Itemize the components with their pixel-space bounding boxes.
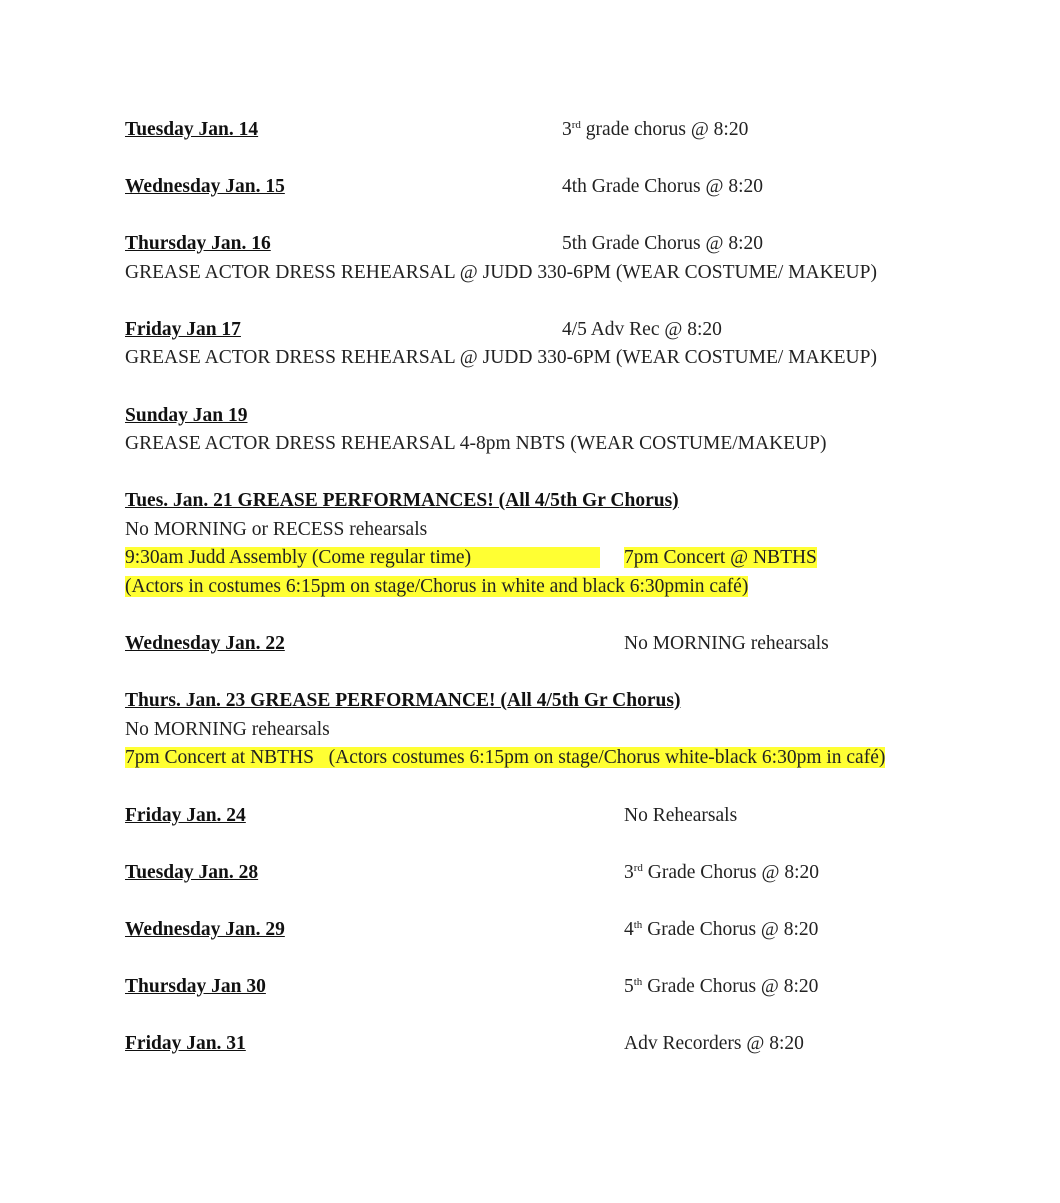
- assembly-jan-21: [125, 545, 600, 571]
- event-jan-14: [562, 117, 748, 143]
- date-jan-19: Sunday Jan 19: [125, 405, 248, 426]
- note-jan-19: GREASE ACTOR DRESS REHEARSAL 4-8pm NBTS (WEAR COSTUME/MAKEUP): [125, 433, 827, 454]
- note-jan-21: No MORNING or RECESS rehearsals: [125, 519, 428, 540]
- date-jan-17: Friday Jan 17: [125, 319, 241, 340]
- date-jan-15: Wednesday Jan. 15: [125, 176, 285, 197]
- event-jan-22: No MORNING rehearsals: [624, 633, 829, 654]
- event-jan-30: [624, 974, 818, 1000]
- event-jan-30-grade: 5: [624, 976, 634, 997]
- event-jan-24: No Rehearsals: [624, 805, 738, 826]
- event-jan-15: 4th Grade Chorus @ 8:20: [562, 176, 764, 197]
- event-jan-31: Adv Recorders @ 8:20: [624, 1033, 804, 1054]
- date-jan-29: Wednesday Jan. 29: [125, 919, 285, 940]
- event-jan-28-grade: 3: [624, 862, 634, 883]
- call-jan-21: [125, 574, 748, 600]
- concert-jan-21-text: 7pm Concert @ NBTHS: [624, 547, 817, 568]
- event-jan-30-text: Grade Chorus @ 8:20: [642, 976, 819, 997]
- note-jan-23: No MORNING rehearsals: [125, 719, 330, 740]
- concert-jan-21: [624, 545, 817, 571]
- concert-jan-23: [125, 745, 885, 771]
- date-jan-22: Wednesday Jan. 22: [125, 633, 285, 654]
- date-jan-16: Thursday Jan. 16: [125, 233, 271, 254]
- date-jan-30: Thursday Jan 30: [125, 976, 266, 997]
- date-jan-28: Tuesday Jan. 28: [125, 862, 259, 883]
- date-jan-14: Tuesday Jan. 14: [125, 119, 259, 140]
- note-jan-16: GREASE ACTOR DRESS REHEARSAL @ JUDD 330-6PM (WEAR COSTUME/ MAKEUP): [125, 262, 877, 283]
- date-jan-24: Friday Jan. 24: [125, 805, 246, 826]
- event-jan-16: 5th Grade Chorus @ 8:20: [562, 233, 764, 254]
- date-jan-21: Tues. Jan. 21 GREASE PERFORMANCES! (All 4/5th Gr Chorus): [125, 490, 679, 511]
- date-jan-23: Thurs. Jan. 23 GREASE PERFORMANCE! (All 4/5th Gr Chorus): [125, 690, 681, 711]
- call-jan-21-text: (Actors in costumes 6:15pm on stage/Chorus in white and black 6:30pmin café): [125, 576, 749, 597]
- assembly-jan-21-text: 9:30am Judd Assembly (Come regular time): [125, 547, 600, 568]
- event-jan-17: 4/5 Adv Rec @ 8:20: [562, 319, 722, 340]
- event-jan-29-ordinal: th: [633, 919, 643, 931]
- note-jan-17: GREASE ACTOR DRESS REHEARSAL @ JUDD 330-6PM (WEAR COSTUME/ MAKEUP): [125, 347, 877, 368]
- event-jan-29-text: Grade Chorus @ 8:20: [642, 919, 819, 940]
- event-jan-14-ordinal: rd: [571, 119, 581, 131]
- event-jan-14-grade: 3: [562, 119, 572, 140]
- event-jan-28-ordinal: rd: [633, 862, 643, 874]
- event-jan-30-ordinal: th: [633, 976, 643, 988]
- event-jan-14-text: grade chorus @ 8:20: [580, 119, 749, 140]
- event-jan-29: [624, 917, 818, 943]
- event-jan-28-text: Grade Chorus @ 8:20: [642, 862, 820, 883]
- event-jan-28: [624, 860, 819, 886]
- event-jan-29-grade: 4: [624, 919, 634, 940]
- concert-jan-23-text: 7pm Concert at NBTHS (Actors costumes 6:15pm on stage/Chorus white-black 6:30pm in café): [125, 747, 886, 768]
- date-jan-31: Friday Jan. 31: [125, 1033, 246, 1054]
